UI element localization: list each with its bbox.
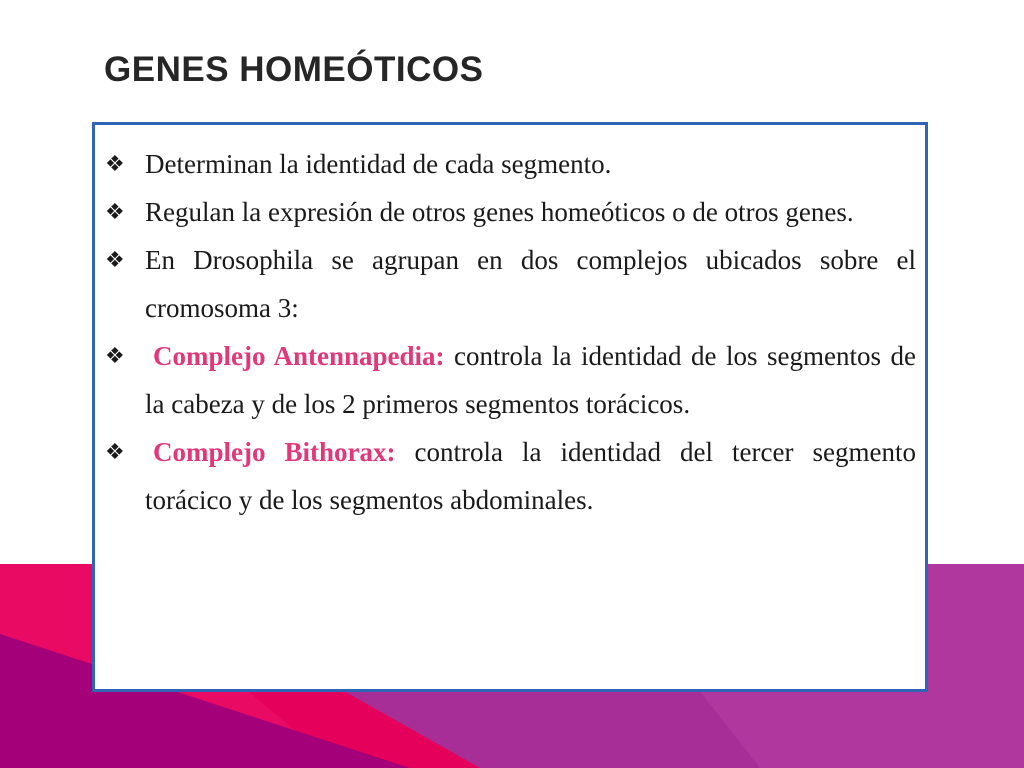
slide-title: GENES HOMEÓTICOS	[104, 50, 484, 89]
highlight-term: Complejo Bithorax:	[153, 437, 396, 467]
bullet-text: Determinan la identidad de cada segmento.	[145, 149, 612, 179]
bullet-item	[105, 236, 916, 332]
bullet-text	[145, 332, 916, 428]
bullet-text	[145, 428, 916, 524]
diamond-bullet-icon: ❖	[105, 151, 125, 176]
bullet-text: En Drosophila se agrupan en dos complejos ubicados sobre el cromosoma 3:	[145, 245, 916, 323]
diamond-bullet-icon: ❖	[105, 439, 125, 464]
bullet-body: controla la identidad de los segmentos de la cabeza y de los 2 primeros segmentos torácicos.	[145, 341, 916, 419]
bullet-text: Regulan la expresión de otros genes homeóticos o de otros genes.	[145, 197, 854, 227]
diamond-bullet-icon: ❖	[105, 199, 125, 224]
highlight-term: Complejo Antennapedia:	[153, 341, 445, 371]
bullet-list	[95, 125, 925, 524]
bullet-body: controla la identidad del tercer segmento torácico y de los segmentos abdominales.	[145, 437, 916, 515]
bullet-item	[105, 428, 916, 524]
content-box	[92, 122, 928, 692]
bullet-item	[105, 188, 916, 236]
diamond-bullet-icon: ❖	[105, 343, 125, 368]
bullet-item	[105, 140, 916, 188]
diamond-bullet-icon: ❖	[105, 247, 125, 272]
bullet-item	[105, 332, 916, 428]
